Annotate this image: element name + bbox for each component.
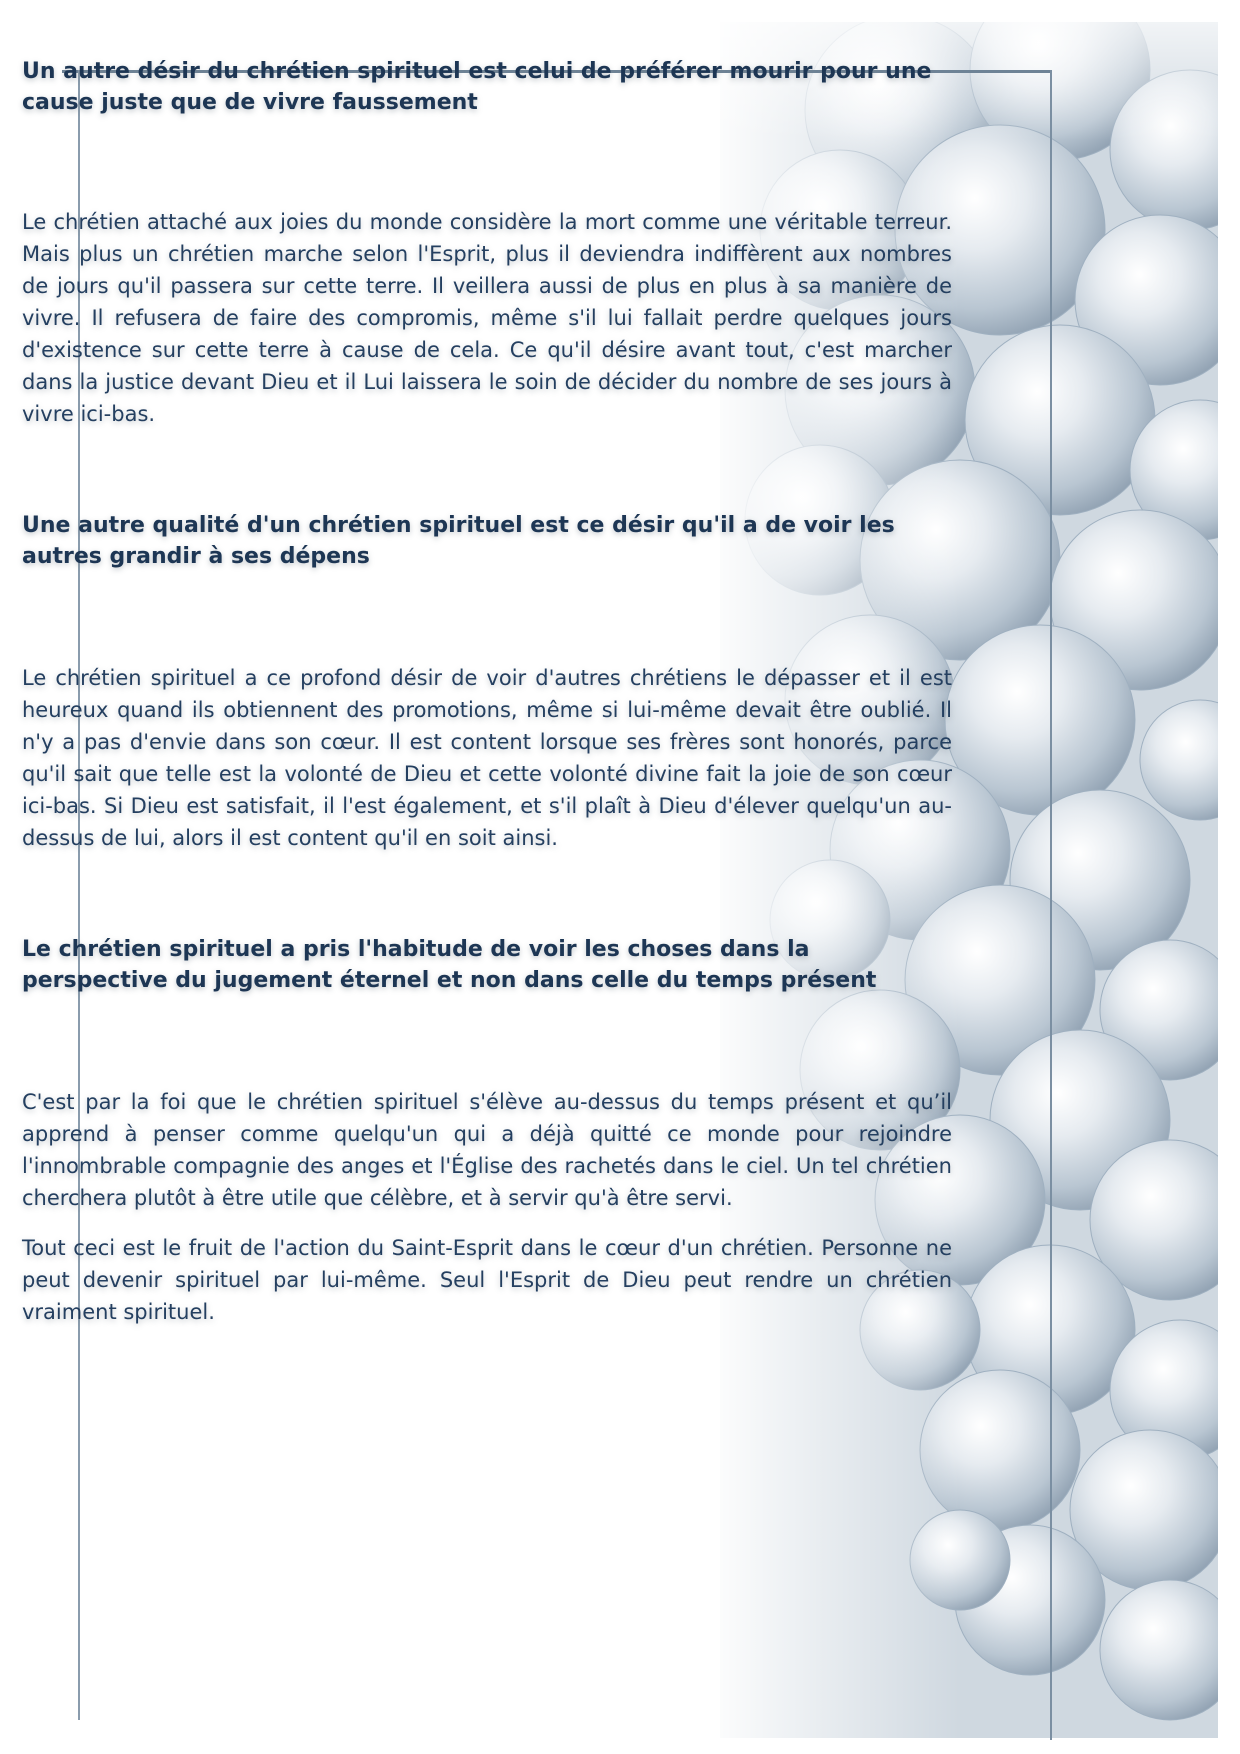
section-heading: Une autre qualité d'un chrétien spirituel est ce désir qu'il a de voir les autres grandir à ses dépens xyxy=(22,513,895,569)
frame-right-rule xyxy=(1050,70,1052,1740)
document-body xyxy=(22,56,952,1328)
body-paragraph: Le chrétien attaché aux joies du monde considère la mort comme une véritable terreur. Mais plus un chrétien marche selon l'Esprit, plus il deviendra indiffèrent aux nombres de jours qu'il passera sur cette terre. Il veillera aussi de plus en plus à sa manière de vivre. Il refusera de faire des compromis, même s'il lui fallait perdre quelques jours d'existence sur cette terre à cause de cela. Ce qu'il désire avant tout, c'est marcher dans la justice devant Dieu et il Lui laissera le soin de décider du nombre de ses jours à vivre ici-bas. xyxy=(22,210,952,426)
body-paragraph: Le chrétien spirituel a ce profond désir de voir d'autres chrétiens le dépasser et il est heureux quand ils obtiennent des promotions, même si lui-même devait être oublié. Il n'y a pas d'envie dans son cœur. Il est content lorsque ses frères sont honorés, parce qu'il sait que telle est la volonté de Dieu et cette volonté divine fait la joie de son cœur ici-bas. Si Dieu est satisfait, il l'est également, et s'il plaît à Dieu d'élever quelqu'un au-dessus de lui, alors il est content qu'il en soit ainsi. xyxy=(22,666,952,850)
section-heading: Le chrétien spirituel a pris l'habitude de voir les choses dans la perspective du jugement éternel et non dans celle du temps présent xyxy=(22,937,877,993)
body-paragraph: Tout ceci est le fruit de l'action du Saint-Esprit dans le cœur d'un chrétien. Personne ne peut devenir spirituel par lui-même. Seul l'Esprit de Dieu peut rendre un chrétien vraiment spirituel. xyxy=(22,1236,952,1324)
section-heading: Un autre désir du chrétien spirituel est celui de préférer mourir pour une cause juste que de vivre faussement xyxy=(22,59,932,115)
body-paragraph: C'est par la foi que le chrétien spirituel s'élève au-dessus du temps présent et qu’il apprend à penser comme quelqu'un qui a déjà quitté ce monde pour rejoindre l'innombrable compagnie des anges et l'Église des rachetés dans le ciel. Un tel chrétien cherchera plutôt à être utile que célèbre, et à servir qu'à être servi. xyxy=(22,1090,952,1210)
